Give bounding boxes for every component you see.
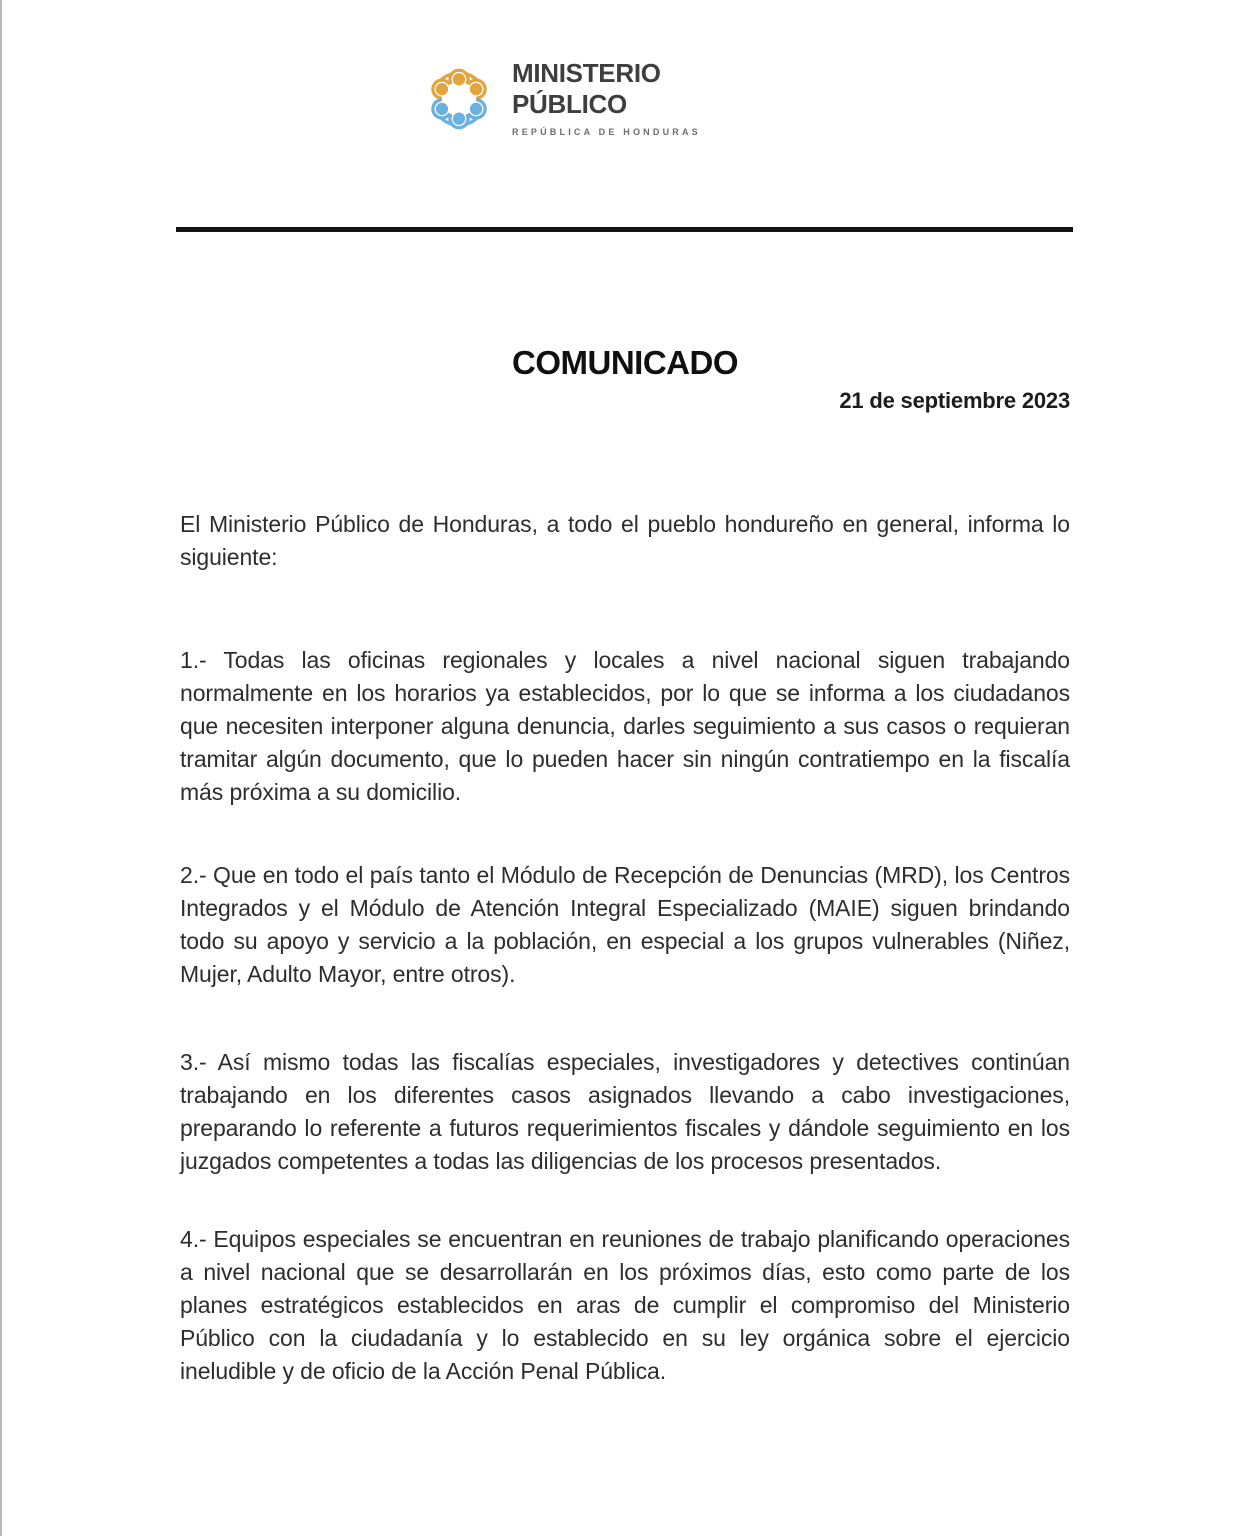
org-name-line1: MINISTERIO [512, 58, 661, 88]
header-divider [176, 227, 1073, 232]
org-name-line2: PÚBLICO [512, 89, 627, 119]
numbered-paragraph-3: 3.- Así mismo todas las fiscalías especiales, investigadores y detectives continúan trabajando en los diferentes casos asignados llevando a cabo investigaciones, preparando lo referente a futuros requerimientos fiscales y dándole seguimiento en los juzgados competentes a todas las diligencias de los procesos presentados. [180, 1049, 1070, 1174]
numbered-paragraph-1: 1.- Todas las oficinas regionales y locales a nivel nacional siguen trabajando normalmente en los horarios ya establecidos, por lo que se informa a los ciudadanos que necesiten interponer alguna denuncia, darles seguimiento a sus casos o requieran tramitar algún documento, que lo pueden hacer sin ningún contratiempo en la fiscalía más próxima a su domicilio. [180, 647, 1070, 805]
document-body [180, 508, 1070, 1388]
org-subtitle: REPÚBLICA DE HONDURAS [512, 127, 701, 137]
intro-paragraph: El Ministerio Público de Honduras, a todo el pueblo hondureño en general, informa lo siguiente: [180, 511, 1070, 570]
document-date: 21 de septiembre 2023 [839, 388, 1070, 413]
logo-wordmark [512, 58, 701, 137]
numbered-paragraph-4: 4.- Equipos especiales se encuentran en reuniones de trabajo planificando operaciones a nivel nacional que se desarrollarán en los próximos días, esto como parte de los planes estratégicos establecidos en aras de cumplir el compromiso del Ministerio Público con la ciudadanía y lo establecido en su ley orgánica sobre el ejercicio ineludible y de oficio de la Acción Penal Pública. [180, 1226, 1070, 1384]
document-title: COMUNICADO [512, 344, 738, 381]
people-circle-logo-icon [418, 52, 500, 146]
numbered-paragraph-2: 2.- Que en todo el país tanto el Módulo de Recepción de Denuncias (MRD), los Centros Integrados y el Módulo de Atención Integral Especializado (MAIE) siguen brindando todo su apoyo y servicio a la población, en especial a los grupos vulnerables (Niñez, Mujer, Adulto Mayor, entre otros). [180, 862, 1070, 987]
